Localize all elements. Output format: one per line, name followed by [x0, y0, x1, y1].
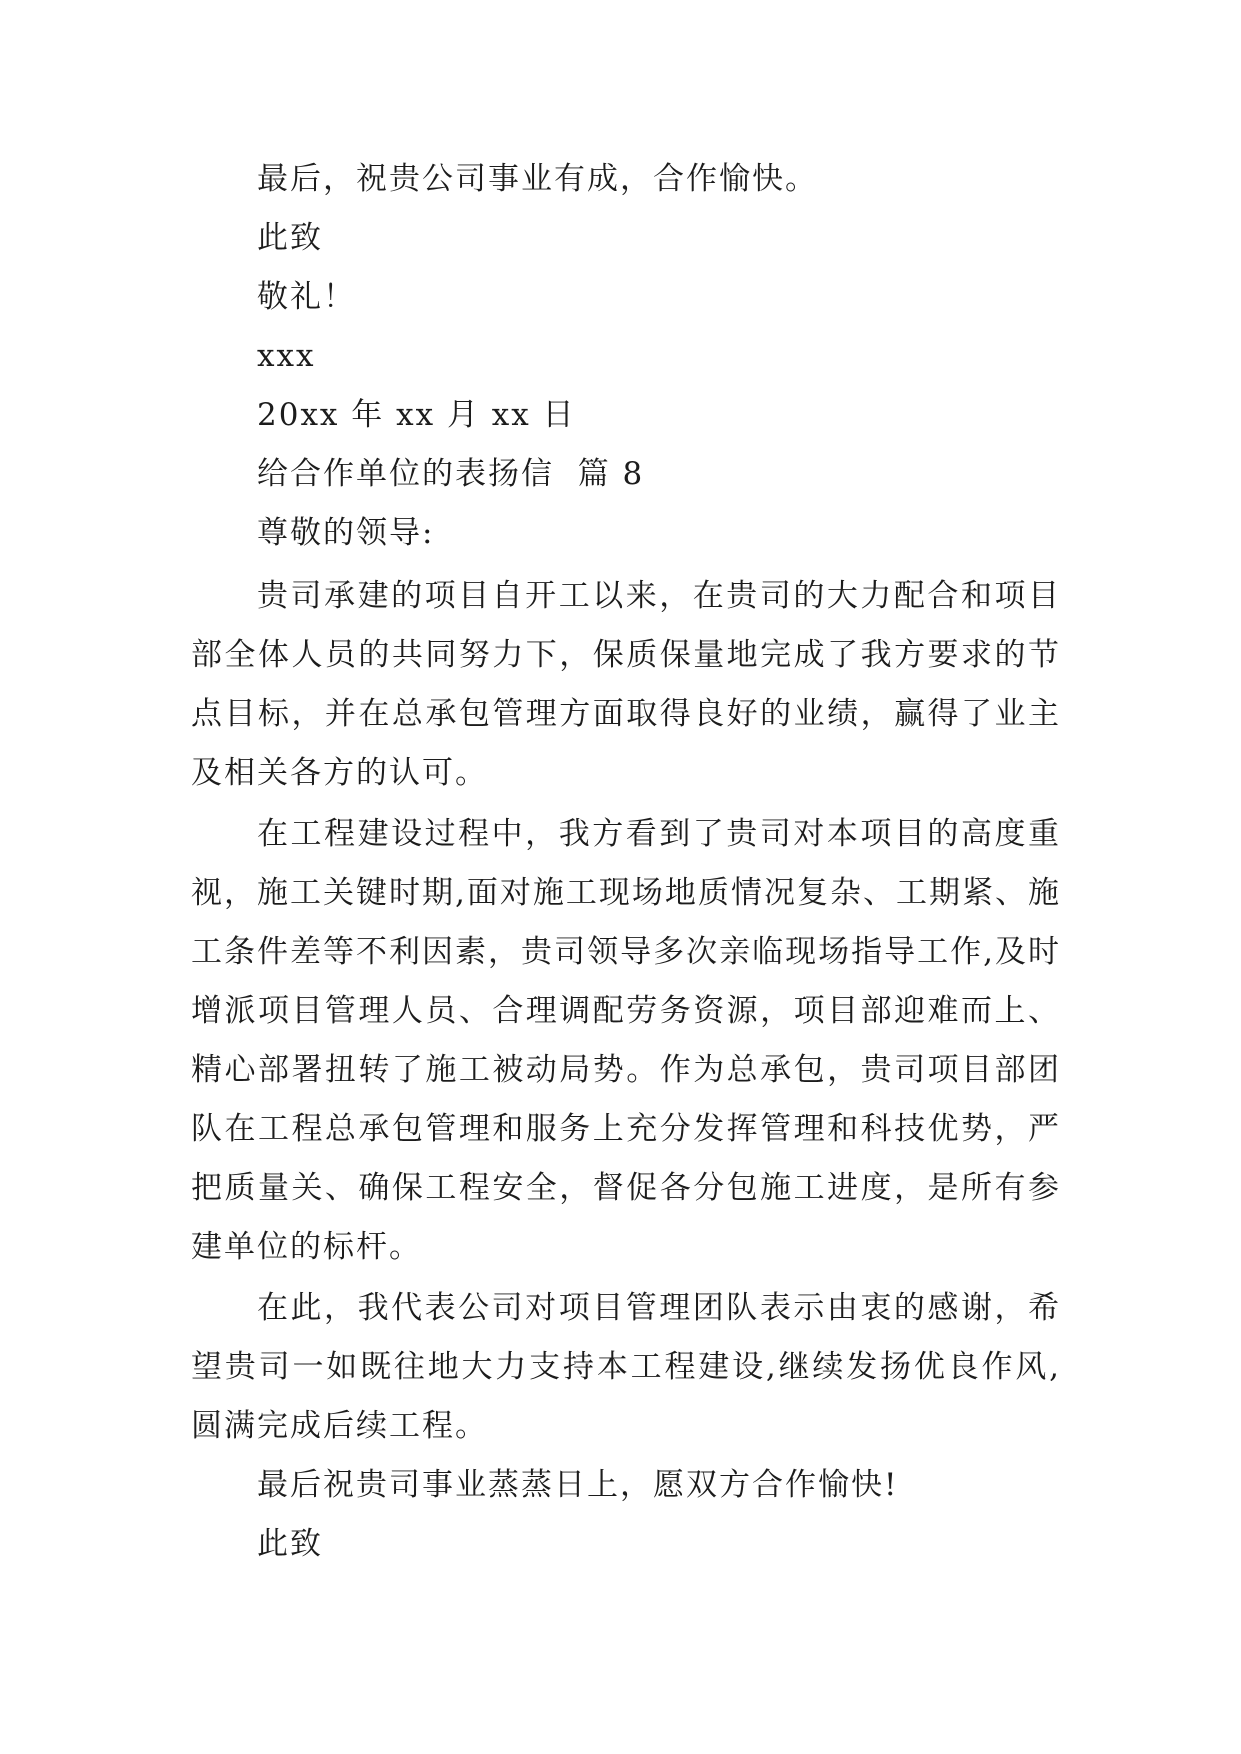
paragraph: 在此，我代表公司对项目管理团队表示由衷的感谢，希望贵司一如既往地大力支持本工程建设,继续发扬优良作风,圆满完成后续工程。	[191, 1290, 1061, 1444]
final-wish: 最后祝贵司事业蒸蒸日上，愿双方合作愉快!	[257, 1467, 899, 1503]
ci-zhi-line: 此致	[257, 220, 323, 256]
letter-body	[191, 156, 1061, 1580]
ci-zhi-line: 此致	[257, 1526, 323, 1562]
signature: xxx	[257, 338, 316, 374]
date-line: 20xx 年 xx 月 xx 日	[257, 397, 576, 433]
salutation: 尊敬的领导:	[257, 515, 435, 551]
paragraph: 在工程建设过程中，我方看到了贵司对本项目的高度重视，施工关键时期,面对施工现场地质情况复杂、工期紧、施工条件差等不利因素，贵司领导多次亲临现场指导工作,及时增派项目管理人员、合理调配劳务资源，项目部迎难而上、精心部署扭转了施工被动局势。作为总承包，贵司项目部团队在工程总承包管理和服务上充分发挥管理和科技优势，严把质量关、确保工程安全，督促各分包施工进度，是所有参建单位的标杆。	[191, 816, 1061, 1265]
paragraph: 贵司承建的项目自开工以来，在贵司的大力配合和项目部全体人员的共同努力下，保质保量地完成了我方要求的节点目标，并在总承包管理方面取得良好的业绩，赢得了业主及相关各方的认可。	[191, 578, 1061, 791]
section-title: 给合作单位的表扬信 篇 8	[257, 456, 645, 492]
jing-li-line: 敬礼！	[257, 279, 356, 315]
closing-wish: 最后，祝贵公司事业有成，合作愉快。	[257, 161, 818, 197]
